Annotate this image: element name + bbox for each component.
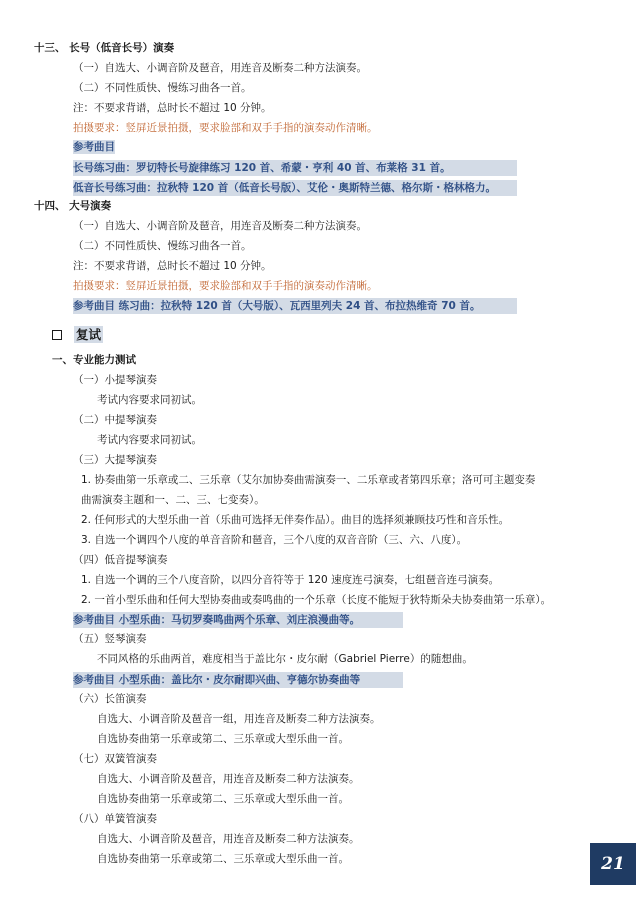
- sec13-ref-2-wrap: [73, 180, 517, 194]
- sec13-ref-1: 长号练习曲：罗切特长号旋律练习 120 首、希蒙・亨利 40 首、布莱格 31 首。: [73, 160, 517, 176]
- clarinet-item-2: 自选协奏曲第一乐章或第二、三乐章或大型乐曲一首。: [97, 853, 349, 865]
- oboe-item-1: 自选大、小调音阶及琶音，用连音及断奏二种方法演奏。: [97, 773, 360, 785]
- clarinet-title: （八）单簧管演奏: [73, 813, 157, 825]
- checkbox-icon: [52, 330, 62, 340]
- sec13-ref-title-wrap: [73, 140, 115, 154]
- sec13-note: 注：不要求背谱，总时长不超过 10 分钟。: [73, 102, 272, 114]
- part1-title: 一、专业能力测试: [52, 354, 136, 366]
- sec13-line-1: （一）自选大、小调音阶及琶音，用连音及断奏二种方法演奏。: [73, 62, 367, 74]
- cello-item-1a: 1. 协奏曲第一乐章或二、三乐章（艾尔加协奏曲需演奏一、二乐章或者第四乐章；洛可可主题变奏: [81, 474, 536, 486]
- sec14-ref-wrap: [73, 298, 517, 312]
- flute-title: （六）长笛演奏: [73, 693, 147, 705]
- cello-item-2: 2. 任何形式的大型乐曲一首（乐曲可选择无伴奏作品）。曲目的选择须兼顾技巧性和音乐性。: [81, 514, 510, 526]
- cello-title: （三）大提琴演奏: [73, 454, 157, 466]
- flute-item-1: 自选大、小调音阶及琶音一组，用连音及断奏二种方法演奏。: [97, 713, 381, 725]
- cello-item-1b: 曲需演奏主题和一、二、三、七变奏）。: [81, 494, 265, 506]
- page-number: 21: [590, 843, 636, 885]
- bass-item-1: 1. 自选一个调的三个八度音阶，以四分音符等于 120 速度连弓演奏，七组琶音连弓演奏。: [81, 574, 500, 586]
- fuxi-heading: [52, 326, 103, 344]
- bass-ref: 参考曲目 小型乐曲：马切罗奏鸣曲两个乐章、刘庄浪漫曲等。: [73, 612, 403, 628]
- violin-title: （一）小提琴演奏: [73, 374, 157, 386]
- sec13-ref-title: 参考曲目: [73, 141, 115, 153]
- sec14-note: 注：不要求背谱，总时长不超过 10 分钟。: [73, 260, 272, 272]
- sec13-ref-1-wrap: [73, 160, 517, 174]
- fuxi-title: 复试: [76, 327, 102, 342]
- sec14-line-1: （一）自选大、小调音阶及琶音，用连音及断奏二种方法演奏。: [73, 220, 367, 232]
- bass-title: （四）低音提琴演奏: [73, 554, 168, 566]
- sec13-line-2: （二）不同性质快、慢练习曲各一首。: [73, 82, 252, 94]
- viola-desc: 考试内容要求同初试。: [97, 434, 202, 446]
- violin-desc: 考试内容要求同初试。: [97, 394, 202, 406]
- harp-title: （五）竖琴演奏: [73, 633, 147, 645]
- section-14-title: 十四、 大号演奏: [34, 200, 112, 212]
- viola-title: （二）中提琴演奏: [73, 414, 157, 426]
- sec14-line-2: （二）不同性质快、慢练习曲各一首。: [73, 240, 252, 252]
- section-13-title: 十三、 长号（低音长号）演奏: [34, 42, 175, 54]
- harp-ref: 参考曲目 小型乐曲：盖比尔・皮尔耐即兴曲、亨德尔协奏曲等: [73, 672, 403, 688]
- bass-item-2: 2. 一首小型乐曲和任何大型协奏曲或奏鸣曲的一个乐章（长度不能短于狄特斯朵夫协奏曲第一乐章）。: [81, 594, 552, 606]
- harp-ref-wrap: [73, 672, 403, 686]
- cello-item-3: 3. 自选一个调四个八度的单音音阶和琶音，三个八度的双音音阶（三、六、八度）。: [81, 534, 468, 546]
- clarinet-item-1: 自选大、小调音阶及琶音，用连音及断奏二种方法演奏。: [97, 833, 360, 845]
- sec14-ref: 参考曲目 练习曲：拉秋特 120 首（大号版）、瓦西里列夫 24 首、布拉热维奇 70 首。: [73, 298, 517, 314]
- oboe-item-2: 自选协奏曲第一乐章或第二、三乐章或大型乐曲一首。: [97, 793, 349, 805]
- harp-desc: 不同风格的乐曲两首，难度相当于盖比尔・皮尔耐（Gabriel Pierre）的随想曲。: [97, 653, 473, 665]
- flute-item-2: 自选协奏曲第一乐章或第二、三乐章或大型乐曲一首。: [97, 733, 349, 745]
- sec13-filming-requirement: 拍摄要求：竖屏近景拍摄，要求脸部和双手手指的演奏动作清晰。: [73, 122, 378, 134]
- oboe-title: （七）双簧管演奏: [73, 753, 157, 765]
- sec14-filming-requirement: 拍摄要求：竖屏近景拍摄，要求脸部和双手手指的演奏动作清晰。: [73, 280, 378, 292]
- sec13-ref-2: 低音长号练习曲：拉秋特 120 首（低音长号版）、艾伦・奥斯特兰德、格尔斯・格林格力。: [73, 180, 517, 196]
- bass-ref-wrap: [73, 612, 403, 626]
